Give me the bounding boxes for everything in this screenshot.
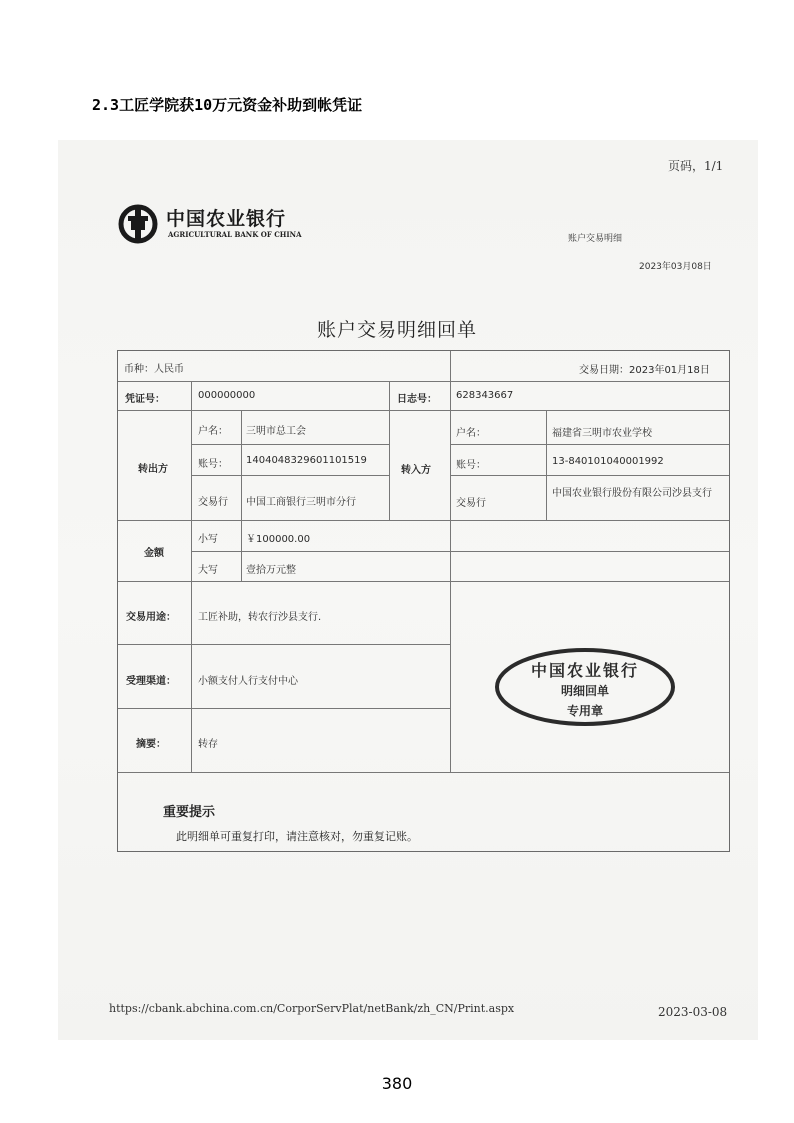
rule	[191, 381, 192, 772]
currency: 币种：人民币	[124, 364, 184, 375]
rule	[241, 410, 242, 581]
rule	[118, 772, 729, 773]
amount-upper-label: 大写	[198, 565, 218, 576]
trade-date: 交易日期：2023年01月18日	[579, 365, 710, 376]
payee-label: 转入方	[401, 465, 431, 476]
stamp-line1: 中国农业银行	[530, 661, 639, 680]
channel-label: 受理渠道：	[126, 676, 176, 687]
rule	[118, 708, 450, 709]
amount-upper: 壹拾万元整	[246, 565, 296, 576]
payer-bank: 中国工商银行三明市分行	[246, 497, 356, 508]
print-date: 2023-03-08	[658, 1005, 728, 1019]
voucher-label: 凭证号：	[125, 394, 165, 405]
amount-lower-label: 小写	[198, 534, 218, 545]
bank-name-cn: 中国农业银行	[166, 208, 287, 230]
doc-date: 2023年03月08日	[639, 262, 712, 272]
rule	[118, 581, 729, 582]
voucher-value: 000000000	[198, 390, 256, 401]
payer-account-label: 账号：	[198, 459, 228, 470]
summary-label: 摘要：	[136, 739, 166, 750]
print-url: https://cbank.abchina.com.cn/CorporServPlat/netBank/zh_CN/Print.aspx	[109, 1002, 515, 1015]
abc-bank-logo-icon	[118, 204, 158, 244]
rule	[389, 381, 390, 520]
doc-type: 账户交易明细	[568, 234, 623, 244]
rule	[118, 520, 729, 521]
page-number: 380	[381, 1074, 413, 1093]
payer-bank-label: 交易行	[198, 497, 228, 508]
page-heading: 2.3工匠学院获10万元资金补助到帐凭证	[92, 96, 363, 114]
payee-account: 13-840101040001992	[552, 456, 664, 467]
stamp-line3: 专用章	[566, 704, 603, 718]
rule	[450, 475, 729, 476]
payee-bank-label: 交易行	[456, 498, 486, 509]
log-label: 日志号：	[397, 394, 437, 405]
rule	[118, 410, 729, 411]
purpose-label: 交易用途：	[126, 612, 176, 623]
rule	[191, 475, 389, 476]
payee-bank: 中国农业银行股份有限公司沙县支行	[552, 488, 712, 499]
rule	[450, 351, 451, 772]
payer-name: 三明市总工会	[246, 426, 306, 437]
rule	[118, 381, 729, 382]
purpose: 工匠补助，转农行沙县支行.	[198, 612, 322, 623]
summary: 转存	[198, 739, 218, 750]
payer-label: 转出方	[138, 464, 168, 475]
stamp-line2: 明细回单	[560, 684, 609, 698]
amount-lower: ￥100000.00	[246, 534, 311, 545]
amount-label: 金额	[144, 548, 164, 559]
receipt-form	[117, 350, 730, 852]
rule	[191, 551, 729, 552]
bank-stamp	[490, 646, 680, 728]
bank-name-en: AGRICULTURAL BANK OF CHINA	[168, 230, 302, 239]
payer-name-label: 户名：	[198, 426, 228, 437]
receipt-title: 账户交易明细回单	[316, 319, 477, 341]
notice-title: 重要提示	[163, 805, 216, 820]
payee-account-label: 账号：	[456, 460, 486, 471]
payer-account: 1404048329601101519	[246, 455, 367, 466]
bank-logo	[118, 204, 348, 244]
rule	[450, 444, 729, 445]
rule	[546, 410, 547, 520]
log-value: 628343667	[456, 390, 514, 401]
rule	[118, 644, 450, 645]
rule	[191, 444, 389, 445]
page-code: 页码，1/1	[668, 159, 724, 173]
notice-body: 此明细单可重复打印，请注意核对，勿重复记账。	[176, 830, 418, 843]
channel: 小额支付人行支付中心	[198, 676, 298, 687]
payee-name-label: 户名：	[456, 428, 486, 439]
payee-name: 福建省三明市农业学校	[552, 428, 652, 439]
